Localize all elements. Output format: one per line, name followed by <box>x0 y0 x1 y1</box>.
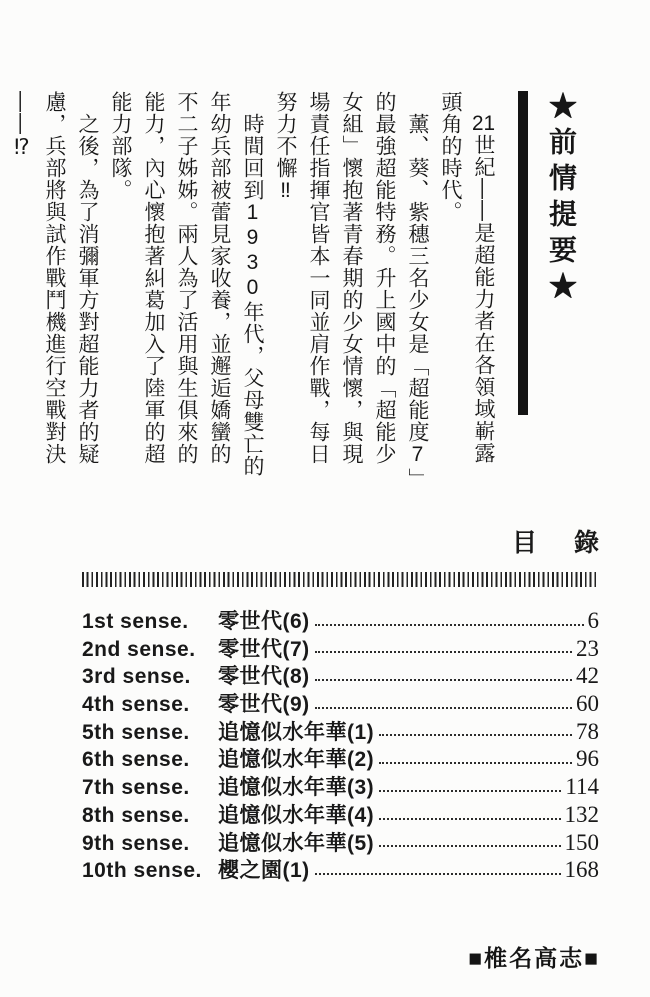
toc-dot-leader <box>315 651 572 653</box>
toc-section <box>82 528 614 883</box>
toc-page-number: 6 <box>587 608 599 633</box>
toc-row <box>82 660 599 688</box>
synopsis-line: 場責任指揮官皆本一同並肩作戰，每日 <box>307 91 330 465</box>
toc-page-number: 132 <box>564 801 599 827</box>
toc-chapter-title: 追憶似水年華(2) <box>218 748 375 772</box>
toc-heading: 目 錄 <box>512 529 614 557</box>
toc-dot-leader <box>379 818 560 820</box>
toc-sense-label: 6th sense. <box>82 748 190 772</box>
toc-dot-leader <box>315 873 561 875</box>
toc-row <box>82 716 599 744</box>
toc-page-number: 23 <box>576 635 599 661</box>
toc-row <box>82 827 599 855</box>
synopsis-line: 時間回到1930年代，父母雙亡的 <box>241 113 264 477</box>
toc-chapter-title: 零世代(7) <box>218 637 310 661</box>
toc-row <box>82 633 599 661</box>
toc-page-number: 150 <box>564 829 599 855</box>
synopsis-line: 不二子姊姊。兩人為了活用與生俱來的 <box>175 91 198 465</box>
toc-page-number: 96 <box>576 746 599 772</box>
toc-page-number: 114 <box>565 774 599 800</box>
toc-list <box>82 605 599 882</box>
toc-chapter-title: 零世代(6) <box>218 610 310 633</box>
toc-dot-leader <box>315 707 572 709</box>
toc-sense-label: 9th sense. <box>82 831 190 855</box>
synopsis-line: 慮，兵部將與試作戰鬥機進行空戰對決 <box>43 91 66 465</box>
toc-sense-label: 2nd sense. <box>82 637 196 661</box>
toc-page-number: 168 <box>564 857 599 883</box>
toc-sense-label: 5th sense. <box>82 720 190 744</box>
toc-chapter-title: 追憶似水年華(1) <box>218 720 375 744</box>
toc-row <box>82 743 599 771</box>
toc-dot-leader <box>315 624 584 626</box>
toc-dot-leader <box>315 679 572 681</box>
toc-chapter-title: 追憶似水年華(4) <box>218 803 375 827</box>
toc-dot-leader <box>379 734 572 736</box>
synopsis-title: ★前情提要★ <box>546 91 577 307</box>
synopsis-line: 女組」懷抱著青春期的少女情懷，與現 <box>340 91 363 465</box>
synopsis-line: 薰、葵、紫穗三名少女是「超能度7」 <box>406 113 429 490</box>
synopsis-line: ——⁉ <box>10 91 33 160</box>
synopsis-line: 能力部隊。 <box>109 91 132 201</box>
toc-page-number: 60 <box>576 691 599 717</box>
toc-sense-label: 10th sense. <box>82 859 202 883</box>
toc-divider-stripes <box>82 572 599 587</box>
synopsis-divider-bar <box>518 91 528 415</box>
toc-dot-leader <box>379 790 561 792</box>
synopsis-line: 年幼兵部被蕾見家收養，並邂逅嬌蠻的 <box>208 91 231 465</box>
synopsis-line: 之後，為了消彌軍方對超能力者的疑 <box>76 113 99 465</box>
toc-row <box>82 799 599 827</box>
synopsis-section <box>5 91 630 490</box>
toc-chapter-title: 追憶似水年華(5) <box>218 831 375 855</box>
toc-chapter-title: 零世代(8) <box>218 665 310 689</box>
toc-sense-label: 8th sense. <box>82 803 190 827</box>
author-credit: ■椎名高志■ <box>468 945 600 971</box>
synopsis-line: 21世紀——是超能力者在各領域嶄露 <box>471 113 496 464</box>
toc-dot-leader <box>379 762 572 764</box>
synopsis-line: 的最強超能特務。升上國中的「超能少 <box>373 91 396 465</box>
toc-chapter-title: 櫻之園(1) <box>218 859 310 883</box>
inline-number: 7 <box>406 443 429 468</box>
inline-number: 21 <box>471 113 496 134</box>
toc-row <box>82 771 599 799</box>
toc-sense-label: 7th sense. <box>82 776 190 800</box>
toc-chapter-title: 零世代(9) <box>218 693 310 717</box>
toc-row <box>82 605 599 633</box>
synopsis-line: 努力不懈‼ <box>274 91 297 203</box>
inline-number: 1930 <box>241 201 264 301</box>
toc-sense-label: 1st sense. <box>82 610 189 633</box>
toc-sense-label: 4th sense. <box>82 693 190 717</box>
toc-page-number: 78 <box>576 718 599 744</box>
toc-row <box>82 688 599 716</box>
synopsis-line: 頭角的時代。 <box>439 91 462 223</box>
toc-dot-leader <box>379 845 560 847</box>
toc-page-number: 42 <box>576 663 599 689</box>
synopsis-line: 能力，內心懷抱著糾葛加入了陸軍的超 <box>142 91 165 465</box>
toc-sense-label: 3rd sense. <box>82 665 191 689</box>
toc-row <box>82 854 599 882</box>
toc-chapter-title: 追憶似水年華(3) <box>218 776 375 800</box>
